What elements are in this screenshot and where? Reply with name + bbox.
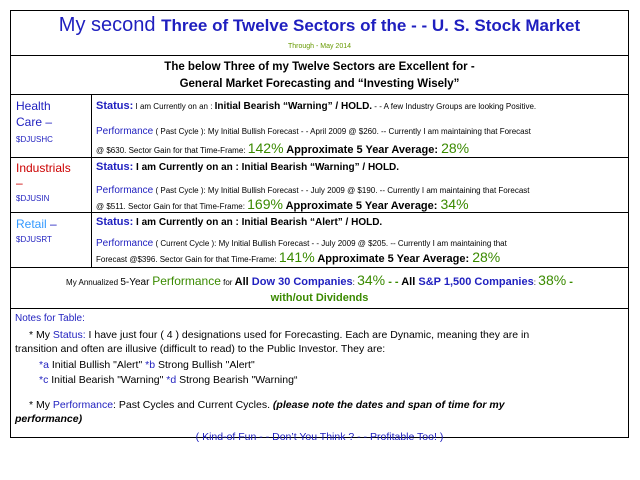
- gain-line: [96, 249, 500, 267]
- through-date: Through - May 2014: [287, 43, 352, 50]
- notes-status-label: Status:: [52, 329, 86, 341]
- designation-text: Initial Bullish "Alert": [48, 359, 143, 371]
- designation-text: Initial Bearish "Warning": [48, 374, 164, 386]
- divider: [11, 157, 628, 158]
- intro-line-1: The below Three of my Twelve Sectors are Excellent for -: [164, 61, 475, 73]
- annualized-five-year: 5-Year: [120, 277, 153, 288]
- sector-gain: 169%: [247, 196, 283, 212]
- title-prefix: My second: [58, 14, 162, 36]
- annualized-performance: Performance: [152, 274, 221, 288]
- sector-name: Care –: [16, 115, 53, 129]
- sector-ticker: $DJUSIN: [16, 194, 50, 203]
- performance-text: ( Current Cycle ): My Initial Bullish Forecast - - July 2009 @ $205. -- Currently I am maintaining that: [153, 239, 507, 248]
- status-label: Status:: [96, 216, 134, 228]
- title-bold: Three of Twelve Sectors of the - - U. S. Stock Market: [161, 16, 581, 35]
- average-label: Approximate 5 Year Average:: [314, 253, 473, 265]
- divider: [11, 94, 628, 95]
- dow-percent: 34%: [357, 272, 386, 288]
- annualized-line: [11, 272, 628, 288]
- sector-name: Health: [16, 99, 51, 113]
- designation-key: *d: [163, 374, 177, 386]
- annualized-all: All: [401, 276, 419, 288]
- sector-gain: 142%: [247, 140, 284, 156]
- designation-key: *b: [142, 359, 156, 371]
- sector-name: [16, 217, 57, 231]
- average-value: 28%: [472, 249, 501, 265]
- notes-heading: Notes for Table:: [15, 313, 85, 324]
- status-value: I am Currently on an : Initial Bearish “Alert” / HOLD.: [133, 217, 383, 228]
- page-title: [11, 14, 628, 37]
- status-line: [96, 216, 382, 228]
- divider: [11, 55, 628, 56]
- average-value: 34%: [440, 196, 469, 212]
- status-note: - - A few Industry Groups are looking Positive.: [372, 102, 537, 111]
- intro-line-2: General Market Forecasting and “Investing Wisely”: [179, 78, 460, 90]
- sector-ticker: $DJUSHC: [16, 135, 53, 144]
- notes-designations-cd: [39, 374, 297, 386]
- notes-designations-ab: [39, 359, 255, 371]
- annualized-all: All: [234, 276, 252, 288]
- performance-text: @ $511. Sector Gain for that Time-Frame:: [96, 202, 248, 211]
- status-value: Initial Bearish “Warning” / HOLD.: [214, 101, 373, 112]
- notes-status-line: [29, 329, 529, 341]
- designation-key: *c: [39, 374, 49, 386]
- performance-text: ( Past Cycle ): My Initial Bullish Forecast - - July 2009 @ $190. -- Currently I am maintaining that Forecast: [153, 186, 530, 195]
- status-text: I am Currently on an :: [133, 102, 215, 111]
- performance-label: Performance: [96, 185, 154, 196]
- designation-key: *a: [39, 359, 49, 371]
- average-label: Approximate 5 Year Average:: [283, 144, 442, 156]
- performance-text: @ $630. Sector Gain for that Time-Frame:: [96, 146, 248, 155]
- status-line: [96, 161, 399, 173]
- performance-label: Performance: [96, 238, 154, 249]
- performance-text: Forecast @$396. Sector Gain for that Time-Frame:: [96, 255, 279, 264]
- sector-name-part: –: [50, 217, 57, 231]
- status-label: Status:: [96, 161, 134, 173]
- column-divider: [91, 94, 92, 267]
- closing-line: ( Kind-of Fun - - Don’t You Think ? - - Profitable Too! ): [195, 431, 444, 443]
- sector-ticker: $DJUSRT: [16, 235, 52, 244]
- notes-star: * My: [29, 399, 53, 411]
- performance-line: [96, 121, 531, 139]
- performance-text: ( Past Cycle ): My Initial Bullish Forecast - - April 2009 @ $260. -- Currently I am maintaining that Forecast: [153, 127, 531, 136]
- report-table: [10, 10, 629, 443]
- status-value: I am Currently on an : Initial Bearish “Warning” / HOLD.: [133, 162, 400, 173]
- notes-performance-text: : Past Cycles and Current Cycles.: [113, 399, 273, 411]
- notes-status-line-2: transition and often are illusive (difficult to read) to the Public Investor. They are:: [15, 343, 386, 355]
- divider: [11, 308, 628, 309]
- status-line: [96, 100, 536, 112]
- annualized-colon: :: [352, 278, 358, 287]
- status-label: Status:: [96, 100, 134, 112]
- gain-line: [96, 140, 469, 158]
- annualized-prefix: My Annualized: [66, 278, 121, 287]
- sector-name-part: Retail: [16, 217, 47, 231]
- performance-label: Performance: [96, 126, 154, 137]
- sector-name: Industrials: [16, 161, 71, 175]
- annualized-separator: - -: [385, 276, 402, 288]
- sector-name: –: [16, 176, 23, 190]
- notes-star: * My: [29, 329, 53, 341]
- notes-performance-italic-2: performance): [15, 413, 83, 425]
- divider: [11, 267, 628, 268]
- dow-label: Dow 30 Companies: [251, 276, 353, 288]
- annualized-for: for: [220, 278, 235, 287]
- designation-text: Strong Bullish "Alert": [155, 359, 255, 371]
- annualized-line-2: with/out Dividends: [270, 292, 369, 304]
- sp-percent: 38%: [538, 272, 567, 288]
- annualized-colon: :: [533, 278, 539, 287]
- average-label: Approximate 5 Year Average:: [282, 200, 441, 212]
- annualized-dash: -: [566, 276, 573, 288]
- notes-status-text: I have just four ( 4 ) designations used for Forecasting. Each are Dynamic, meaning they are in: [85, 329, 530, 341]
- notes-performance-line: [29, 399, 505, 411]
- notes-performance-label: Performance: [52, 399, 114, 411]
- designation-text: Strong Bearish "Warning“: [176, 374, 298, 386]
- sector-gain: 141%: [278, 249, 315, 265]
- average-value: 28%: [441, 140, 470, 156]
- divider: [11, 212, 628, 213]
- sp-label: S&P 1,500 Companies: [418, 276, 534, 288]
- notes-performance-italic: (please note the dates and span of time for my: [272, 399, 505, 411]
